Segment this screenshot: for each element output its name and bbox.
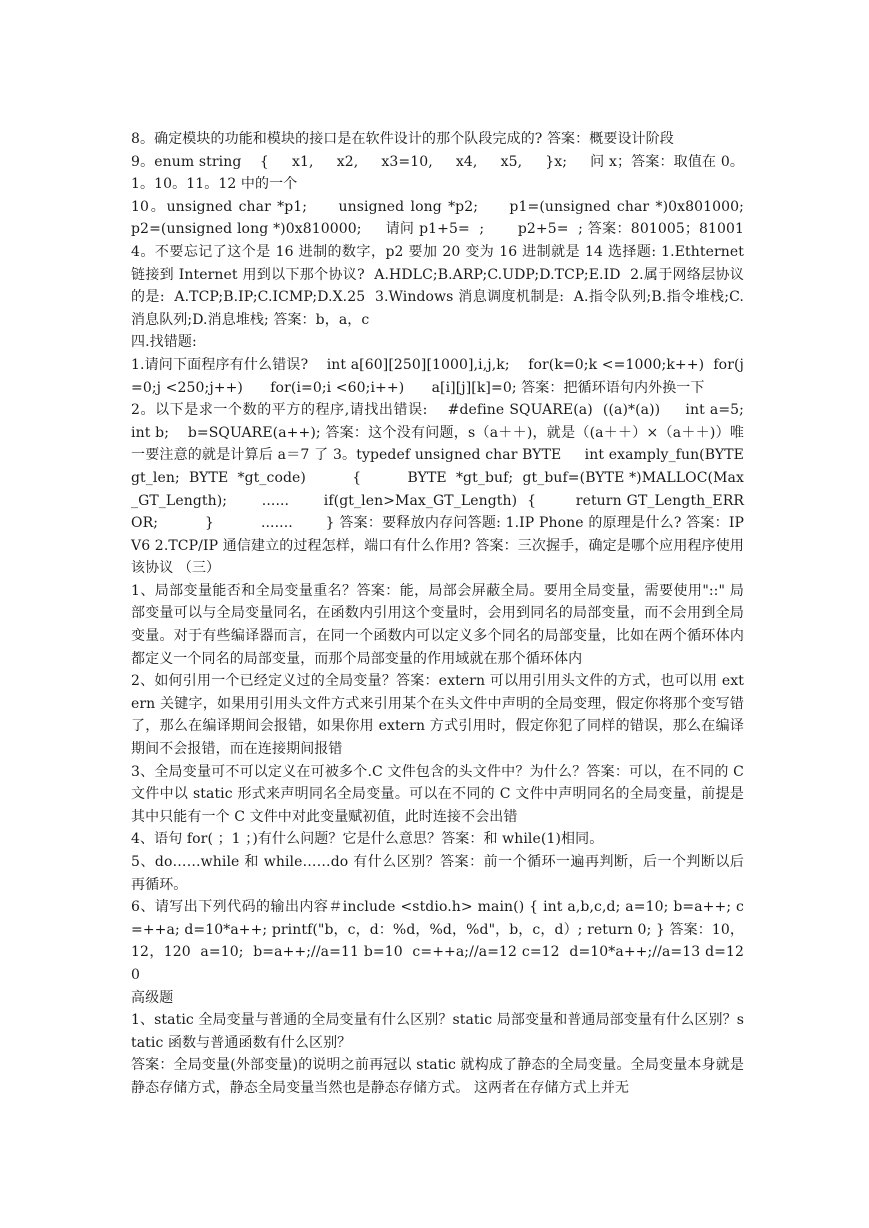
paragraph-error-1-loop: 1.请问下面程序有什么错误? int a[60][250][1000],i,j,k; for(k=0;k <=1000;k++) for(j=0;j <250;j++) for(i=0;i <60;i++) a[i][j][k]=0; 答案：把循环语句内外换一下 xyxy=(131,356,744,396)
paragraph-static-question: 1、static 全局变量与普通的全局变量有什么区别？static 局部变量和普通局部变量有什么区别？static 函数与普通函数有什么区别？ xyxy=(131,1012,744,1051)
paragraph-static-answer: 答案：全局变量(外部变量)的说明之前再冠以 static 就构成了静态的全局变量。全局变量本身就是静态存储方式，静态全局变量当然也是静态存储方式。 这两者在存储方式上并无 xyxy=(131,1057,744,1096)
paragraph-global-in-header: 3、全局变量可不可以定义在可被多个.C 文件包含的头文件中？为什么？答案：可以，在不同的 C 文件中以 static 形式来声明同名全局变量。可以在不同的 C 文件中声明同名的全局变量，前提是其中只能有一个 C 文件中对此变量赋初值，此时连接不会出错 xyxy=(131,763,749,825)
paragraph-local-global-names: 1、局部变量能否和全局变量重名？答案：能，局部会屏蔽全局。要用全局变量，需要使用"::" 局部变量可以与全局变量同名，在函数内引用这个变量时，会用到同名的局部变量，而不会用到全局变量。对于有些编译器而言，在同一个函数内可以定义多个同名的局部变量，比如在两个循环体内都定义一个同名的局部变量，而那个局部变量的作用域就在那个循环体内 xyxy=(131,582,744,667)
document-body xyxy=(131,128,767,1100)
paragraph-code-output: 6、请写出下列代码的输出内容＃include <stdio.h> main() { int a,b,c,d; a=10; b=a++; c=++a; d=10*a++; printf("b，c，d：%d，%d，%d"，b，c，d）; return 0; } 答案：10，12，120 a=10; b=a++;//a=11 b=10 c=++a;//a=12 c=12 d=10*a++;//a=13 d=120 xyxy=(131,899,744,983)
section-heading-find-errors: 四.找错题: xyxy=(131,334,197,351)
paragraph-q9-enum: 9。enum string { x1, x2, x3=10, x4, x5, }x; 问 x；答案：取值在 0。1。10。11。12 中的一个 xyxy=(131,153,744,193)
paragraph-q10-pointers-and-choice: 10。unsigned char *p1; unsigned long *p2; p1=(unsigned char *)0x801000; p2=(unsigned long *)0x810000; 请问 p1+5= ; p2+5= ; 答案：801005；810014。不要忘记了这个是 16 进制的数字，p2 要加 20 变为 16 进制就是 14 选择题: 1.Ethternet 链接到 Internet 用到以下那个协议? A.HDLC;B.ARP;C.UDP;D.TCP;E.ID 2.属于网络层协议的是: A.TCP;B.IP;C.ICMP;D.X.25 3.Windows 消息调度机制是: A.指令队列;B.指令堆栈;C.消息队列;D.消息堆栈; 答案：b，a，c xyxy=(131,198,767,328)
paragraph-do-while: 5、do……while 和 while……do 有什么区别？答案：前一个循环一遍再判断，后一个判断以后再循环。 xyxy=(131,854,744,893)
paragraph-q8: 8。确定模块的功能和模块的接口是在软件设计的那个队段完成的? 答案：概要设计阶段 xyxy=(131,131,674,147)
paragraph-extern-reference: 2、如何引用一个已经定义过的全局变量？答案：extern 可以用引用头文件的方式，也可以用 extern 关键字，如果用引用头文件方式来引用某个在头文件中声明的全局变理，假定你将那个变写错了，那么在编译期间会报错，如果你用 extern 方式引用时，假定你犯了同样的错误，那么在编译期间不会报错，而在连接期间报错 xyxy=(131,673,744,758)
section-heading-advanced: 高级题 xyxy=(131,989,174,1006)
paragraph-for-loop: 4、语句 for( ；1 ；)有什么问题？它是什么意思？答案：和 while(1)相同。 xyxy=(131,831,604,848)
paragraph-error-2-square: 2。以下是求一个数的平方的程序,请找出错误: #define SQUARE(a) ((a)*(a)) int a=5; int b; b=SQUARE(a++); 答案：这个没有问题，s（a＋＋)，就是（(a＋＋）×（a＋＋)）唯一要注意的就是计算后 a＝7 了 3。typedef unsigned char BYTE int examply_fun(BYTE gt_len; BYTE *gt_code) { BYTE *gt_buf; gt_buf=(BYTE *)MALLOC(Max_GT_Length); ...... if(gt_len>Max_GT_Length) { return GT_Length_ERROR; } ....... } 答案：要释放内存问答题: 1.IP Phone 的原理是什么? 答案：IPV6 2.TCP/IP 通信建立的过程怎样，端口有什么作用? 答案：三次握手，确定是哪个应用程序使用该协议 （三） xyxy=(131,402,763,577)
